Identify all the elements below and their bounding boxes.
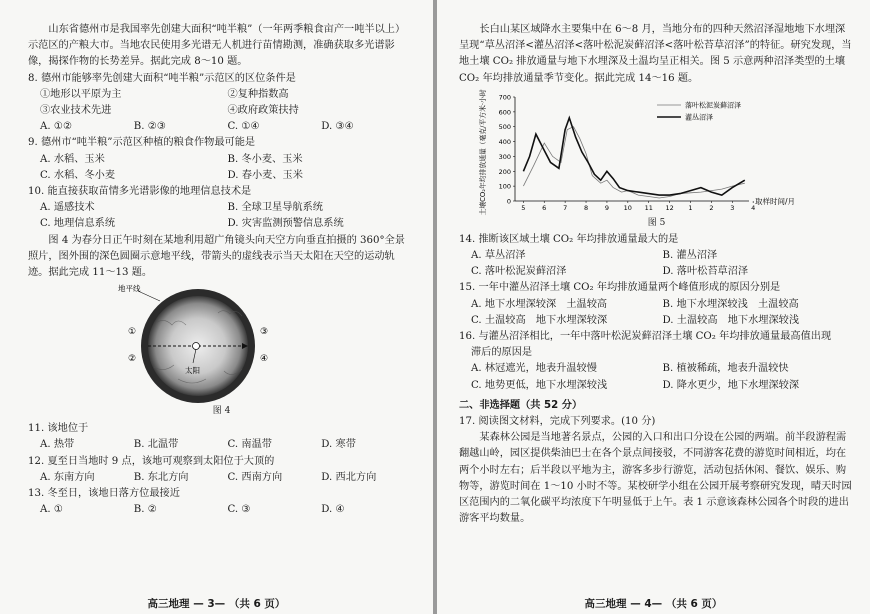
question-16-choices-row1 xyxy=(459,361,854,377)
question-12-choices xyxy=(28,470,415,486)
q15-choice-b[interactable]: B. 地下水埋深较浅 土温较高 xyxy=(662,298,799,310)
q9-choice-c[interactable]: C. 水稻、冬小麦 xyxy=(40,169,116,181)
question-9-stem: 9. 德州市“吨半粮”示范区种植的粮食作物最可能是 xyxy=(28,137,256,149)
x-tick-label: 8 xyxy=(583,203,589,212)
q15-choice-c[interactable]: C. 土温较高 地下水埋深较深 xyxy=(471,314,608,326)
co2-flux-line-chart xyxy=(459,89,854,217)
question-15-choices-row1 xyxy=(459,297,854,313)
q14-choice-b[interactable]: B. 灌丛沼泽 xyxy=(662,250,718,262)
x-tick-label: 10 xyxy=(623,203,632,212)
figure-5-chart xyxy=(459,89,854,217)
q11-choice-d[interactable]: D. 寒带 xyxy=(321,439,356,451)
q16-choice-d[interactable]: D. 降水更少，地下水埋深较深 xyxy=(662,379,800,391)
question-9-choices-row2 xyxy=(28,168,415,184)
question-16-choices-row2 xyxy=(459,378,854,394)
question-8-items-row2 xyxy=(28,103,415,119)
y-tick-label: 0 xyxy=(506,197,511,206)
q8-item: ①地形以平原为主 xyxy=(40,88,122,100)
page-3 xyxy=(0,0,433,614)
y-tick-label: 300 xyxy=(498,152,511,161)
q15-choice-a[interactable]: A. 地下水埋深较深 土温较高 xyxy=(471,298,608,310)
y-tick-label: 400 xyxy=(498,137,511,146)
q12-choice-a[interactable]: A. 东南方向 xyxy=(40,471,95,483)
x-tick-label: 4 xyxy=(751,203,756,212)
q14-choice-d[interactable]: D. 落叶松苔草沼泽 xyxy=(662,266,749,278)
legend-label-1: 灌丛沼泽 xyxy=(685,113,713,122)
q9-choice-d[interactable]: D. 春小麦、玉米 xyxy=(227,169,303,181)
chart-axes xyxy=(478,89,795,215)
question-8-stem: 8. 德州市能够率先创建大面积“吨半粮”示范区的区位条件是 xyxy=(28,72,296,84)
legend-label-0: 落叶松泥炭藓沼泽 xyxy=(685,101,741,110)
x-tick-label: 5 xyxy=(521,203,526,212)
sun-icon xyxy=(193,343,200,350)
y-tick-label: 100 xyxy=(498,182,511,191)
series-line-1 xyxy=(523,118,744,195)
figure-5-caption: 图 5 xyxy=(647,217,666,228)
chart-legend xyxy=(657,100,741,121)
q8-choice-d[interactable]: D. ③④ xyxy=(321,121,354,133)
x-tick-label: 2 xyxy=(709,203,714,212)
marker-3: ③ xyxy=(260,327,269,338)
q13-choice-a[interactable]: A. ① xyxy=(40,504,63,516)
q8-choice-a[interactable]: A. ①② xyxy=(40,121,73,133)
page-4 xyxy=(437,0,870,614)
section-2-heading: 二、非选择题（共 52 分） xyxy=(459,399,583,411)
intro-8-10: 山东省德州市是我国率先创建大面积“吨半粮”（一年两季粮食亩产一吨半以上）示范区的产粮大市。当地农民使用多光谱无人机进行苗情勘测，准确获取多光谱影像，揭探作物的长势差异。据此完成 8～10 题。 xyxy=(28,24,406,68)
x-tick-label: 12 xyxy=(665,203,674,212)
fisheye-photo xyxy=(28,283,415,405)
chart-series xyxy=(523,118,744,198)
q10-choice-a[interactable]: A. 遥感技术 xyxy=(40,202,95,214)
question-17-material: 某森林公园是当地著名景点，公园的入口和出口分设在公园的两端。前半段游程需翻越山岭，园区提供柴油巴士在各个景点间接驳，不同游客花费的游览时间相近，均在两个小时左右；后半段以平地为主，游客多步行游览，活动包括休闲、餐饮、娱乐、购物等，游览时间在 1～10 小时不等。某校研学小组在公园开展考察研究发现，晴天时园区范围内的二氧化碳平均浓度下午明显低于上午。表 1 示意该森林公园各个时段的进出游客平均数量。 xyxy=(459,432,852,525)
question-13-stem: 13. 冬至日，该地日落方位最接近 xyxy=(28,488,180,500)
question-14-choices-row2 xyxy=(459,264,854,280)
x-tick-label: 1 xyxy=(688,203,693,212)
x-tick-label: 11 xyxy=(644,203,653,212)
q16-choice-a[interactable]: A. 林冠遮光，地表升温较慢 xyxy=(471,363,597,375)
y-tick-label: 600 xyxy=(498,108,511,117)
q8-choice-b[interactable]: B. ②③ xyxy=(133,121,166,133)
q14-choice-a[interactable]: A. 草丛沼泽 xyxy=(471,250,526,262)
y-axis-title: 土壤CO₂年均排放通量（毫克/平方米·小时） xyxy=(479,88,487,216)
question-13-choices xyxy=(28,502,415,518)
y-tick-label: 700 xyxy=(498,93,511,102)
q10-choice-c[interactable]: C. 地理信息系统 xyxy=(40,218,116,230)
q13-choice-b[interactable]: B. ② xyxy=(133,504,157,516)
figure-4-caption: 图 4 xyxy=(212,406,231,417)
q13-choice-d[interactable]: D. ④ xyxy=(321,504,345,516)
page-3-content xyxy=(28,22,415,518)
q11-choice-c[interactable]: C. 南温带 xyxy=(227,439,272,451)
page-4-content xyxy=(459,22,854,527)
q14-choice-c[interactable]: C. 落叶松泥炭藓沼泽 xyxy=(471,266,567,278)
question-16-stem: 16. 与灌丛沼泽相比，一年中落叶松泥炭藓沼泽土壤 CO₂ 年均排放通量最高值出现 xyxy=(459,331,832,343)
question-17-stem: 17. 阅读图文材料，完成下列要求。(10 分) xyxy=(459,416,656,428)
marker-1: ① xyxy=(128,327,137,338)
q8-item: ②复种指数高 xyxy=(227,88,289,100)
question-14-choices-row1 xyxy=(459,248,854,264)
question-15-stem: 15. 一年中灌丛沼泽土壤 CO₂ 年均排放通量两个峰值形成的原因分别是 xyxy=(459,282,781,294)
q12-choice-c[interactable]: C. 西南方向 xyxy=(227,471,283,483)
x-axis-title: 取样时间/月 xyxy=(755,196,796,206)
q11-choice-a[interactable]: A. 热带 xyxy=(40,439,75,451)
intro-11-13: 图 4 为春分日正午时刻在某地利用超广角镜头向天空方向垂直拍摄的 360°全景照片，图外围的深色圆圈示意地平线，带箭头的虚线表示当天太阳在天空的运动轨迹。据此完成 11～13 题。 xyxy=(28,234,405,279)
q9-choice-b[interactable]: B. 冬小麦、玉米 xyxy=(227,153,303,165)
question-12-stem: 12. 夏至日当地时 9 点，该地可观察到太阳位于大顶的 xyxy=(28,455,275,467)
sun-label: 太阳 xyxy=(185,366,200,376)
horizon-label: 地平线 xyxy=(118,284,141,294)
question-15-choices-row2 xyxy=(459,313,854,329)
q16-choice-c[interactable]: C. 地势更低，地下水埋深较浅 xyxy=(471,379,608,391)
x-tick-label: 7 xyxy=(563,203,568,212)
q13-choice-c[interactable]: C. ③ xyxy=(227,504,251,516)
page-3-footer: 高三地理 — 3— （共 6 页） xyxy=(147,598,286,610)
q9-choice-a[interactable]: A. 水稻、玉米 xyxy=(40,153,105,165)
question-14-stem: 14. 推断该区域土壤 CO₂ 年均排放通量最大的是 xyxy=(459,233,679,245)
question-16-stem-cont: 滞后的原因是 xyxy=(471,347,533,359)
q12-choice-d[interactable]: D. 西北方向 xyxy=(321,471,377,483)
question-10-choices-row2 xyxy=(28,216,415,232)
page-4-footer: 高三地理 — 4— （共 6 页） xyxy=(584,598,723,610)
marker-2: ② xyxy=(128,354,137,365)
question-10-choices-row1 xyxy=(28,200,415,216)
q16-choice-b[interactable]: B. 植被稀疏，地表升温较快 xyxy=(662,363,789,375)
question-8-choices xyxy=(28,119,415,135)
q8-item: ④政府政策扶持 xyxy=(227,105,299,117)
q15-choice-d[interactable]: D. 土温较高 地下水埋深较浅 xyxy=(662,314,800,326)
q8-item: ③农业技术先进 xyxy=(40,105,112,117)
q10-choice-b[interactable]: B. 全球卫星导航系统 xyxy=(227,202,323,214)
series-line-0 xyxy=(523,127,744,198)
q8-choice-c[interactable]: C. ①④ xyxy=(227,121,260,133)
q12-choice-b[interactable]: B. 东北方向 xyxy=(133,471,189,483)
y-tick-label: 200 xyxy=(498,167,511,176)
question-9-choices-row1 xyxy=(28,152,415,168)
x-tick-label: 6 xyxy=(542,203,547,212)
x-tick-label: 9 xyxy=(604,203,609,212)
intro-14-16: 长白山某区域降水主要集中在 6～8 月，当地分布的四种天然沼泽湿地地下水埋深呈现“草丛沼泽<灌丛沼泽<落叶松泥炭藓沼泽<落叶松苔草沼泽”的特征。研究发现，当地土壤 CO₂ 排放通量与地下水埋深及土温均呈正相关。图 5 示意两种沼泽类型的土壤 CO₂ 年均排放通量季节变化。据此完成 14～16 题。 xyxy=(459,24,852,84)
q10-choice-d[interactable]: D. 灾害监测预警信息系统 xyxy=(227,218,344,230)
question-11-stem: 11. 该地位于 xyxy=(28,423,89,435)
question-8-items-row1 xyxy=(28,87,415,103)
figure-4 xyxy=(28,283,415,405)
x-tick-label: 3 xyxy=(730,203,735,212)
y-tick-label: 500 xyxy=(498,123,511,132)
marker-4: ④ xyxy=(260,354,269,365)
question-10-stem: 10. 能直接获取苗情多光谱影像的地理信息技术是 xyxy=(28,186,252,198)
question-11-choices xyxy=(28,437,415,453)
q11-choice-b[interactable]: B. 北温带 xyxy=(133,439,179,451)
